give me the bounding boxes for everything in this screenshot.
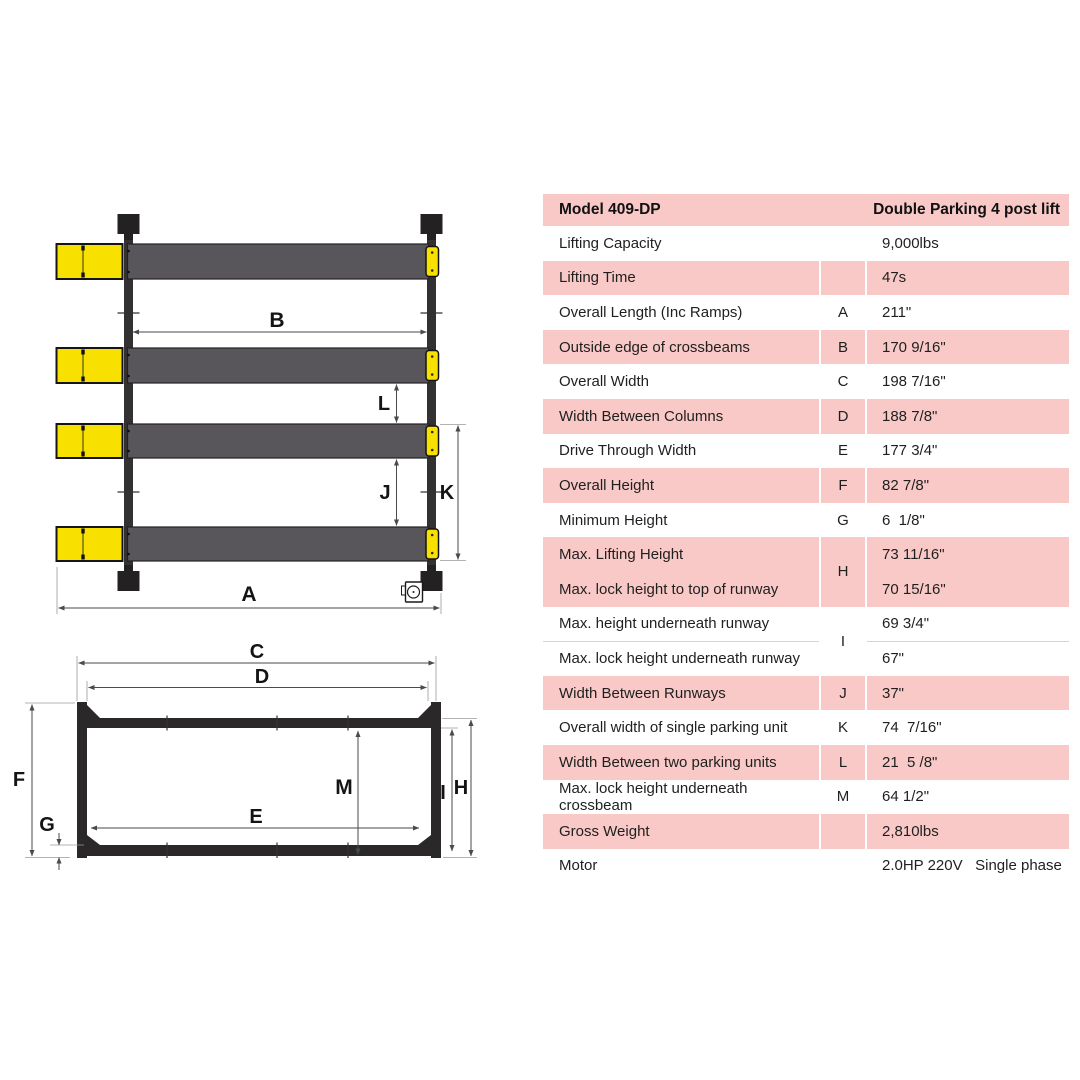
table-row: [543, 710, 1069, 745]
table-row: [543, 537, 1069, 606]
spec-letter: [819, 849, 867, 884]
front-view-diagram: [13, 641, 477, 870]
dim-label-L: L: [377, 393, 391, 415]
dim-label-D: D: [254, 666, 270, 688]
dim-label-J: J: [379, 482, 391, 504]
bottom-runway: [87, 845, 431, 856]
model-name: Model 409-DP: [559, 201, 661, 218]
spec-value: 2,810lbs: [882, 822, 939, 840]
spec-letter: D: [819, 399, 867, 434]
spec-label: Overall Height: [559, 476, 655, 494]
dim-label-G: G: [39, 814, 55, 836]
right-column: [431, 702, 441, 858]
spec-value: 21 5 /8": [882, 753, 938, 771]
spec-label: Outside edge of crossbeams: [559, 338, 750, 356]
spec-letter: J: [819, 676, 867, 711]
dimension-H: [442, 719, 477, 858]
plan-view-diagram: [57, 214, 467, 614]
spec-label-line: Max. Lifting Height: [559, 546, 684, 564]
spec-letter: [819, 226, 867, 261]
table-row: [543, 814, 1069, 849]
dim-label-M: M: [335, 776, 353, 799]
spec-value-line: 67": [867, 641, 1069, 676]
spec-label-line: Max. lock height underneath runway: [543, 641, 819, 676]
spec-value: 37": [882, 684, 905, 702]
power-unit: [402, 582, 423, 602]
dimension-D: [87, 666, 428, 701]
spec-letter: G: [819, 503, 867, 538]
spec-label: Overall width of single parking unit: [559, 719, 788, 737]
table-row: [543, 780, 1069, 815]
table-row: [543, 434, 1069, 469]
spec-table: [543, 194, 1069, 883]
dimension-K: [440, 425, 466, 561]
left-column: [77, 702, 87, 858]
table-row: [543, 226, 1069, 261]
spec-letter: F: [819, 468, 867, 503]
spec-value: 188 7/8": [882, 407, 938, 425]
spec-table-rows: [543, 226, 1069, 883]
table-row: [543, 503, 1069, 538]
dimension-M: [335, 731, 358, 855]
spec-label: Gross Weight: [559, 822, 650, 840]
spec-label: Overall Length (Inc Ramps): [559, 303, 743, 321]
table-row: [543, 468, 1069, 503]
spec-value-line: 69 3/4": [882, 615, 930, 633]
spec-value: [867, 537, 1069, 606]
dim-label-C: C: [249, 641, 265, 663]
table-row: [543, 295, 1069, 330]
spec-label: Motor: [559, 857, 598, 875]
left-column: [124, 238, 133, 568]
dim-label-H: H: [453, 777, 469, 799]
spec-label: Drive Through Width: [559, 442, 697, 460]
spec-letter: [819, 814, 867, 849]
right-column: [427, 238, 436, 568]
spec-label: Lifting Time: [559, 269, 636, 287]
spec-label: Overall Width: [559, 373, 650, 391]
spec-letter: M: [819, 780, 867, 815]
spec-label-line: Max. height underneath runway: [559, 615, 770, 633]
dimension-J: [379, 460, 396, 526]
approach-ramps: [57, 244, 123, 561]
spec-letter: B: [819, 330, 867, 365]
spec-label: Lifting Capacity: [559, 234, 662, 252]
spec-label: Width Between two parking units: [559, 753, 777, 771]
spec-letter: H: [819, 537, 867, 606]
spec-value: 6 1/8": [882, 511, 925, 529]
spec-value: 74 7/16": [882, 719, 942, 737]
table-row: [543, 849, 1069, 884]
table-row: [543, 676, 1069, 711]
table-row: [543, 330, 1069, 365]
spec-label: Max. lock height underneath crossbeam: [559, 779, 748, 814]
dim-label-I: I: [440, 782, 446, 804]
spec-value: 177 3/4": [882, 442, 938, 460]
dimension-E: [91, 806, 419, 828]
spec-table-header: [543, 194, 1069, 226]
spec-value-line: 70 15/16": [882, 580, 946, 598]
spec-letter: L: [819, 745, 867, 780]
spec-value-line: 73 11/16": [882, 546, 945, 564]
spec-value: 198 7/16": [882, 373, 946, 391]
table-row: [543, 607, 1069, 676]
beam-ticks: [167, 716, 348, 859]
table-row: [543, 261, 1069, 296]
spec-label-line: Max. lock height to top of runway: [559, 580, 779, 598]
spec-value: 2.0HP 220V Single phase: [882, 857, 1062, 875]
dim-label-A: A: [241, 583, 257, 606]
table-row: [543, 745, 1069, 780]
dimension-B: [133, 309, 427, 332]
dimension-A: [57, 567, 441, 614]
table-row: [543, 364, 1069, 399]
product-type: Double Parking 4 post lift: [873, 201, 1060, 218]
spec-value: 9,000lbs: [882, 234, 939, 252]
spec-label: Width Between Runways: [559, 684, 726, 702]
spec-value: 82 7/8": [882, 476, 930, 494]
column-hash-marks: [118, 313, 443, 492]
dim-label-K: K: [439, 482, 455, 504]
spec-letter: E: [819, 434, 867, 469]
spec-letter: I: [819, 607, 867, 676]
spec-value: 64 1/2": [882, 788, 930, 806]
spec-letter: K: [819, 710, 867, 745]
spec-value: 211": [882, 303, 912, 321]
dim-label-F: F: [12, 769, 26, 791]
spec-value: 170 9/16": [882, 338, 946, 356]
dimension-L: [378, 385, 397, 423]
spec-label: [543, 607, 819, 676]
dim-label-E: E: [249, 806, 263, 828]
spec-label: Width Between Columns: [559, 407, 724, 425]
table-row: [543, 399, 1069, 434]
spec-letter: C: [819, 364, 867, 399]
spec-letter: A: [819, 295, 867, 330]
spec-label: Minimum Height: [559, 511, 668, 529]
dim-label-B: B: [269, 309, 285, 332]
spec-label: [543, 537, 819, 606]
spec-value: [867, 607, 1069, 676]
spec-value: 47s: [882, 269, 907, 287]
spec-letter: [819, 261, 867, 296]
top-runway: [87, 718, 431, 728]
